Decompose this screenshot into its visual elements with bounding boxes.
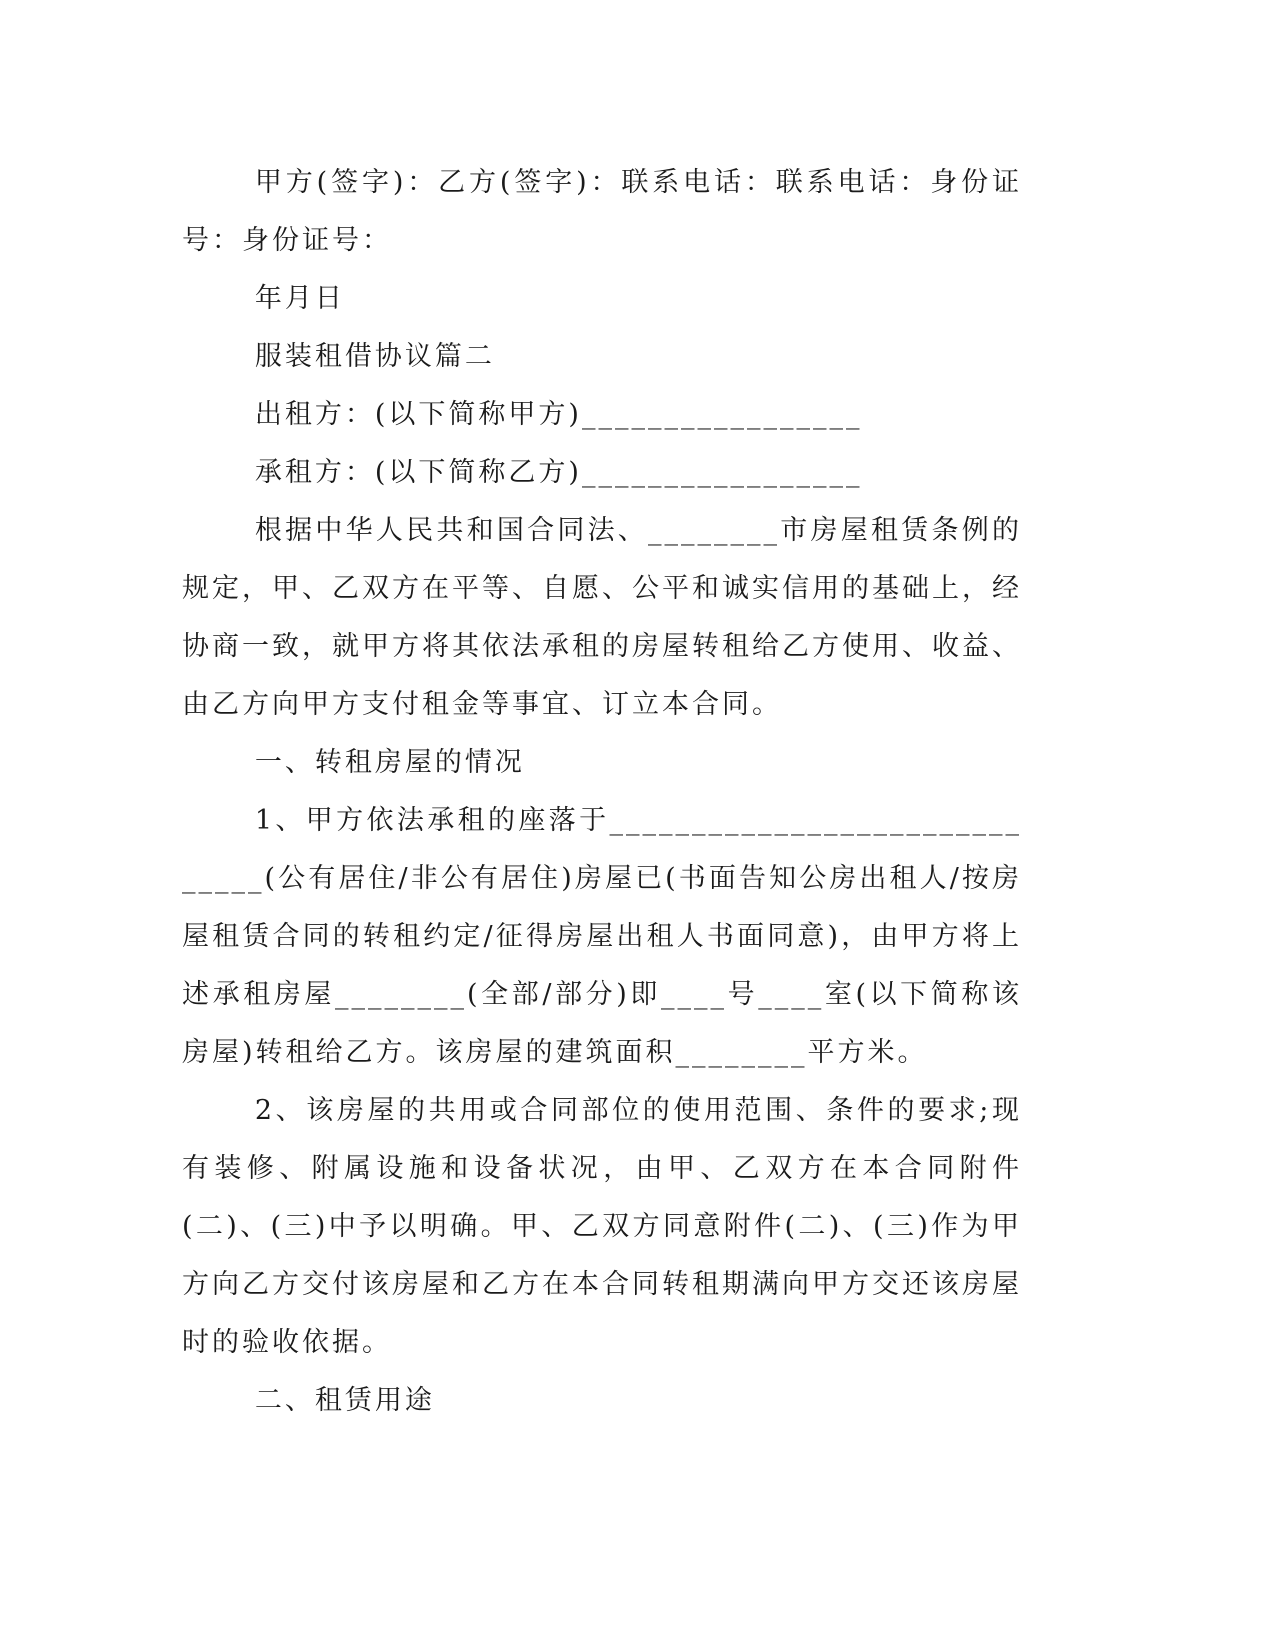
lessor-line: 出租方：(以下简称甲方)_________________ xyxy=(254,399,863,430)
signature-line: 甲方(签字)：乙方(签字)：联系电话：联系电话：身份证号：身份证号： xyxy=(182,167,1022,256)
preamble-paragraph: 根据中华人民共和国合同法、________市房屋租赁条例的规定，甲、乙双方在平等、自愿、公平和诚实信用的基础上，经协商一致，就甲方将其依法承租的房屋转租给乙方使用、收益、由乙方向甲方支付租金等事宜、订立本合同。 xyxy=(182,515,1022,720)
document-page xyxy=(182,154,1022,1430)
date-line: 年月日 xyxy=(254,283,345,314)
clause-heading: 二、租赁用途 xyxy=(254,1385,435,1416)
clause-paragraph: 2、该房屋的共用或合同部位的使用范围、条件的要求;现有装修、附属设施和设备状况，由甲、乙双方在本合同附件(二)、(三)中予以明确。甲、乙双方同意附件(二)、(三)作为甲方向乙方交付该房屋和乙方在本合同转租期满向甲方交还该房屋时的验收依据。 xyxy=(182,1095,1022,1358)
clause-heading: 一、转租房屋的情况 xyxy=(254,747,525,778)
lessee-line: 承租方：(以下简称乙方)_________________ xyxy=(254,457,863,488)
section-title: 服装租借协议篇二 xyxy=(254,341,495,372)
clause-paragraph: 1、甲方依法承租的座落于______________________________(公有居住/非公有居住)房屋已(书面告知公房出租人/按房屋租赁合同的转租约定/征得房屋出租人书面同意)，由甲方将上述承租房屋________(全部/部分)即____号____室(以下简称该房屋)转租给乙方。该房屋的建筑面积________平方米。 xyxy=(182,805,1022,1068)
